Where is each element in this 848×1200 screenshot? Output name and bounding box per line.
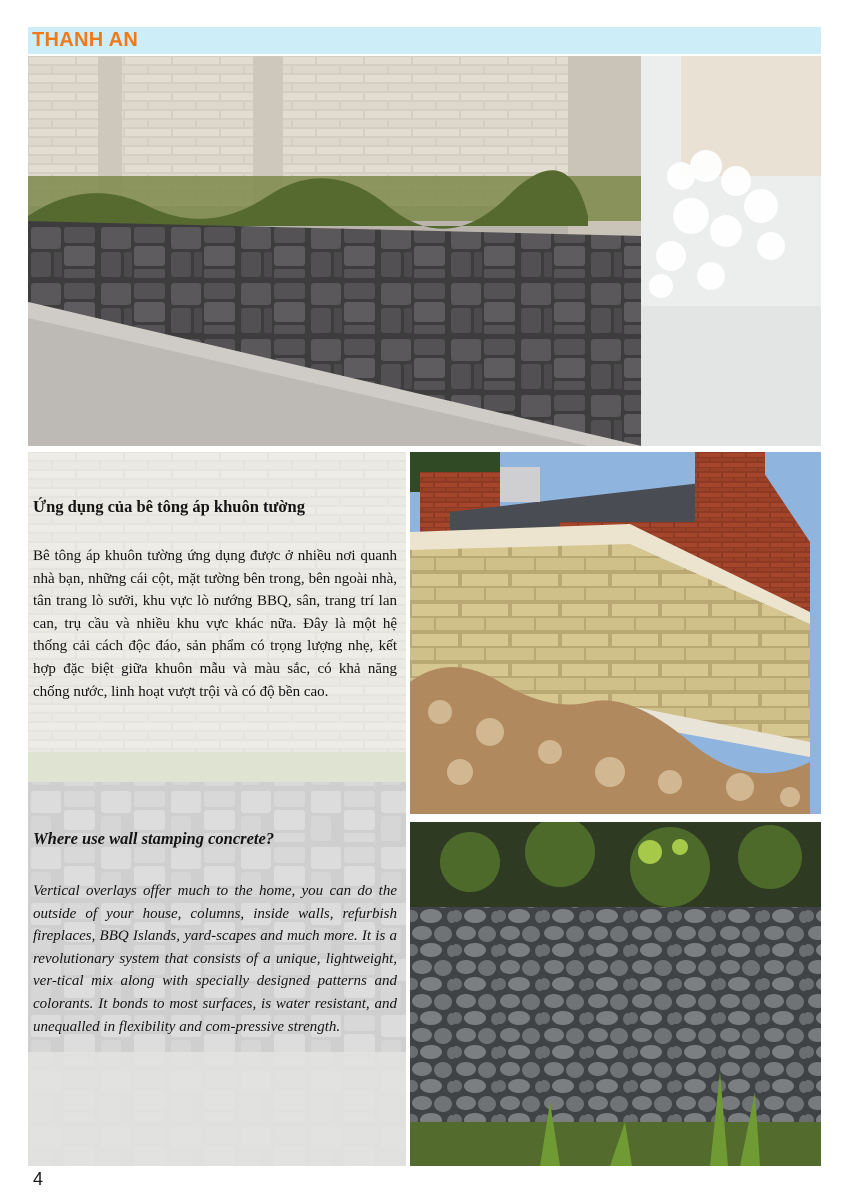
english-body: Vertical overlays offer much to the home, you can do the outside of your house, columns, inside walls, refurbish fireplaces, BBQ Islands, yard-scapes and much more. It is a revolutionary system that consists of a unique, lightweight, ver-tical mix along with specially designed patterns and colorants. It bonds to most surfaces, is water resistant, and unequalled in flexibility and com-pressive strength. — [33, 883, 397, 1035]
page-number: 4 — [33, 1169, 44, 1189]
brand-title: THANH AN — [32, 29, 139, 51]
vietnamese-body: Bê tông áp khuôn tường ứng dụng được ở nhiều nơi quanh nhà bạn, những cái cột, mặt tường bên trong, bên ngoài nhà, tân trang lò sưởi, khu vực lò nướng BBQ, sân, trang trí lan can, trụ cầu và nhiều khu vực khác nữa. Đây là một hệ thống cải cách độc đáo, sản phẩm có trọng lượng nhẹ, kết hợp đặc biệt giữa khuôn mẫu và màu sắc, có khả năng chống nước, linh hoạt vượt trội và có độ bền cao. — [33, 548, 397, 700]
photo-yellow-stamped-wall — [410, 452, 821, 814]
english-heading: Where use wall stamping concrete? — [33, 829, 275, 848]
photo-stamped-retaining-wall — [28, 56, 641, 446]
vietnamese-heading: Ứng dụng của bê tông áp khuôn tường — [33, 497, 305, 516]
photo-white-flowers-faded — [641, 56, 821, 446]
header-bar — [28, 27, 821, 54]
photo-river-stone-wall — [410, 822, 821, 1166]
